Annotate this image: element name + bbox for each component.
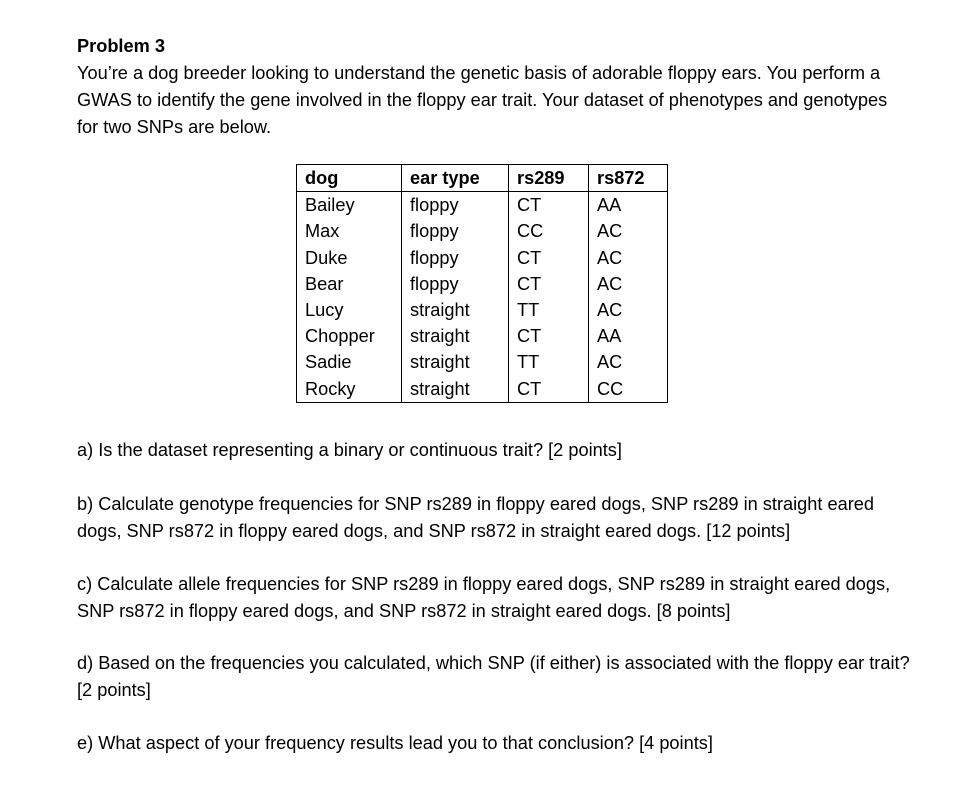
cell-rs872: AA [589,323,668,349]
cell-ear-type: floppy [402,192,509,219]
cell-rs872: CC [589,376,668,403]
header-rs289: rs289 [509,165,589,192]
cell-rs289: CT [509,192,589,219]
table-row [297,323,668,349]
table-row [297,297,668,323]
cell-rs872: AC [589,218,668,244]
cell-rs289: CT [509,271,589,297]
question-b: b) Calculate genotype frequencies for SNP rs289 in floppy eared dogs, SNP rs289 in straight eared dogs, SNP rs872 in floppy eared dogs, and SNP rs872 in straight eared dogs. [12 points] [77,494,875,541]
cell-rs872: AC [589,245,668,271]
header-dog: dog [297,165,402,192]
cell-dog: Bailey [297,192,402,219]
cell-ear-type: floppy [402,245,509,271]
table-row [297,245,668,271]
cell-rs872: AA [589,192,668,219]
question-e: e) What aspect of your frequency results lead you to that conclusion? [4 points] [77,733,713,753]
table-row [297,192,668,219]
header-rs872: rs872 [589,165,668,192]
cell-rs289: CC [509,218,589,244]
problem-intro: You’re a dog breeder looking to understand the genetic basis of adorable floppy ears. You perform a GWAS to identify the gene involved in the floppy ear trait. Your dataset of phenotypes and genotypes for two SNPs are below. [77,63,888,137]
cell-ear-type: floppy [402,218,509,244]
cell-ear-type: straight [402,376,509,403]
table-row [297,349,668,375]
cell-rs289: CT [509,376,589,403]
table-row [297,271,668,297]
cell-ear-type: straight [402,323,509,349]
cell-dog: Sadie [297,349,402,375]
table-header-row [297,165,668,192]
cell-ear-type: floppy [402,271,509,297]
cell-dog: Chopper [297,323,402,349]
cell-dog: Lucy [297,297,402,323]
cell-ear-type: straight [402,297,509,323]
genotype-table [296,164,668,403]
cell-dog: Duke [297,245,402,271]
cell-dog: Bear [297,271,402,297]
cell-dog: Max [297,218,402,244]
cell-rs872: AC [589,297,668,323]
cell-ear-type: straight [402,349,509,375]
cell-rs872: AC [589,271,668,297]
table-row [297,376,668,403]
table-row [297,218,668,244]
cell-rs289: TT [509,349,589,375]
cell-rs289: CT [509,245,589,271]
cell-rs872: AC [589,349,668,375]
question-a: a) Is the dataset representing a binary or continuous trait? [2 points] [77,440,622,460]
cell-rs289: TT [509,297,589,323]
cell-dog: Rocky [297,376,402,403]
problem-title: Problem 3 [77,36,165,56]
question-d: d) Based on the frequencies you calculated, which SNP (if either) is associated with the floppy ear trait? [2 points] [77,653,910,700]
question-c: c) Calculate allele frequencies for SNP rs289 in floppy eared dogs, SNP rs289 in straight eared dogs, SNP rs872 in floppy eared dogs, and SNP rs872 in straight eared dogs. [8 points] [77,574,891,621]
cell-rs289: CT [509,323,589,349]
problem-page [77,33,937,753]
header-ear-type: ear type [402,165,509,192]
